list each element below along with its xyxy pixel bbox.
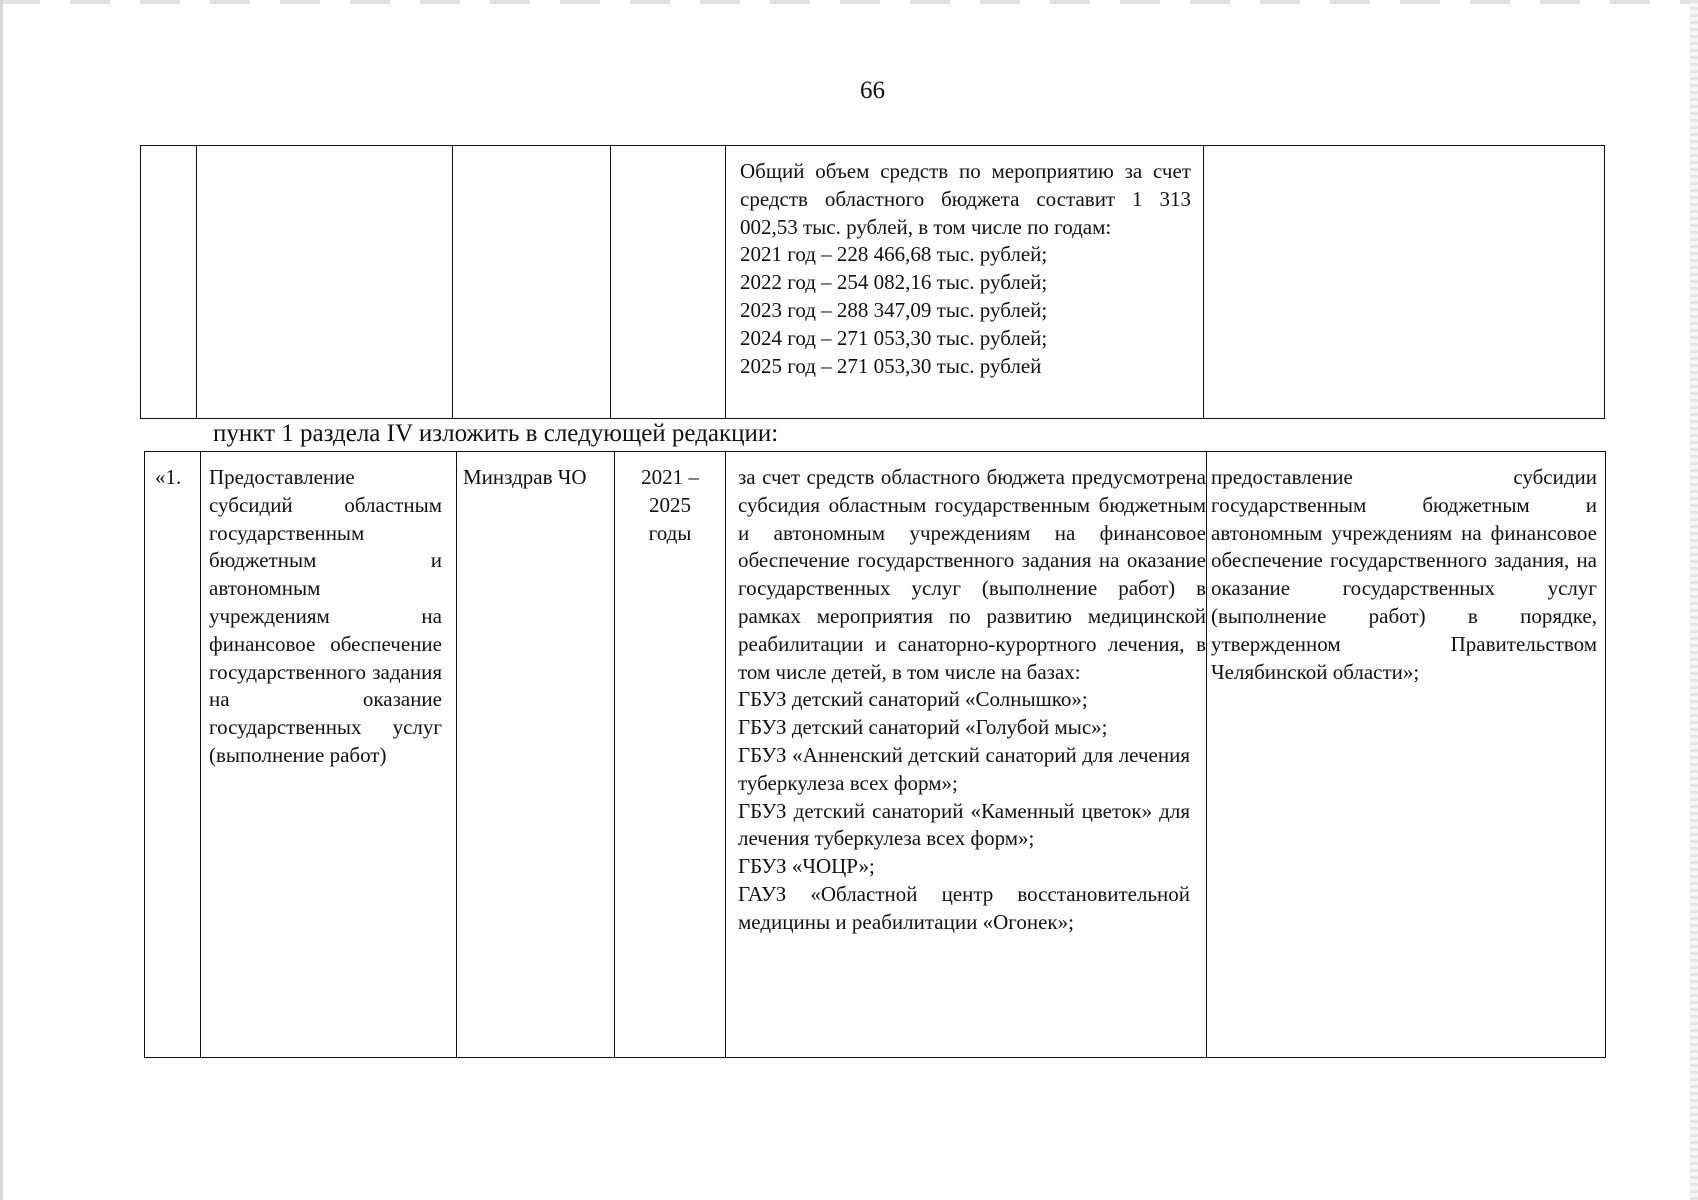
table-row	[141, 146, 1605, 419]
executor-text: Минздрав ЧО	[463, 465, 587, 489]
item-number: «1.	[155, 465, 182, 489]
institution-line: ГБУЗ детский санаторий «Голубой мыс»;	[738, 715, 1108, 740]
result-text: предоставление субсидии государственным бюджетным и автономным учреждениям на финансовое обеспечение государственного задания, на оказание государственных услуг (выполнение работ) в порядке, утвержденном Правительством Челябинской области»;	[1211, 465, 1597, 684]
cell-period-empty	[611, 146, 726, 419]
cell-executor-empty	[453, 146, 611, 419]
cell-measure	[201, 452, 457, 1058]
institution-line: ГБУЗ «ЧОЦР»;	[738, 854, 875, 879]
cell-executor	[457, 452, 615, 1058]
period-text: 2021 – 2025 годы	[641, 465, 699, 545]
cell-result	[1207, 452, 1606, 1058]
funding-year-line: 2023 год – 288 347,09 тыс. рублей;	[740, 297, 1048, 322]
cell-funding	[726, 146, 1204, 419]
measure-text: Предоставление субсидий областным государственным бюджетным и автономным учреждениям на финансовое обеспечение государственного задания на оказание государственных услуг (выполнение работ)	[209, 465, 442, 767]
cell-period	[615, 452, 726, 1058]
amendment-instruction: пункт 1 раздела IV изложить в следующей редакции:	[213, 420, 779, 447]
cell-measure-empty	[197, 146, 453, 419]
continuation-table	[140, 145, 1605, 419]
scan-edge-left	[0, 0, 3, 1200]
scan-edge-right	[1690, 0, 1698, 1200]
amended-table	[144, 451, 1606, 1058]
institution-line: ГБУЗ детский санаторий «Солнышко»;	[738, 687, 1088, 712]
funding-year-line: 2025 год – 271 053,30 тыс. рублей	[740, 353, 1042, 378]
cell-funding	[726, 452, 1207, 1058]
table-row	[145, 452, 1606, 1058]
funding-total-text: Общий объем средств по мероприятию за счет средств областного бюджета составит 1 313 002,53 тыс. рублей, в том числе по годам:	[740, 159, 1191, 239]
cell-number	[145, 452, 201, 1058]
institution-line: ГБУЗ детский санаторий «Каменный цветок» для лечения туберкулеза всех форм»;	[738, 798, 1190, 851]
funding-year-line: 2024 год – 271 053,30 тыс. рублей;	[740, 325, 1048, 350]
funding-intro-text: за счет средств областного бюджета предусмотрена субсидия областным государственным бюджетным и автономным учреждениям на финансовое обеспечение государственного задания на оказание государственных услуг (выполнение работ) в рамках мероприятия по развитию медицинской реабилитации и санаторно-курортного лечения, в том числе детей, в том числе на базах:	[738, 465, 1206, 684]
scan-edge-top	[0, 0, 1698, 4]
funding-year-line: 2022 год – 254 082,16 тыс. рублей;	[740, 270, 1048, 295]
cell-number-empty	[141, 146, 197, 419]
funding-year-line: 2021 год – 228 466,68 тыс. рублей;	[740, 242, 1048, 267]
page-number: 66	[860, 77, 885, 104]
institution-line: ГБУЗ «Анненский детский санаторий для лечения туберкулеза всех форм»;	[738, 742, 1190, 795]
cell-result-empty	[1204, 146, 1605, 419]
institution-line: ГАУЗ «Областной центр восстановительной медицины и реабилитации «Огонек»;	[738, 881, 1190, 934]
